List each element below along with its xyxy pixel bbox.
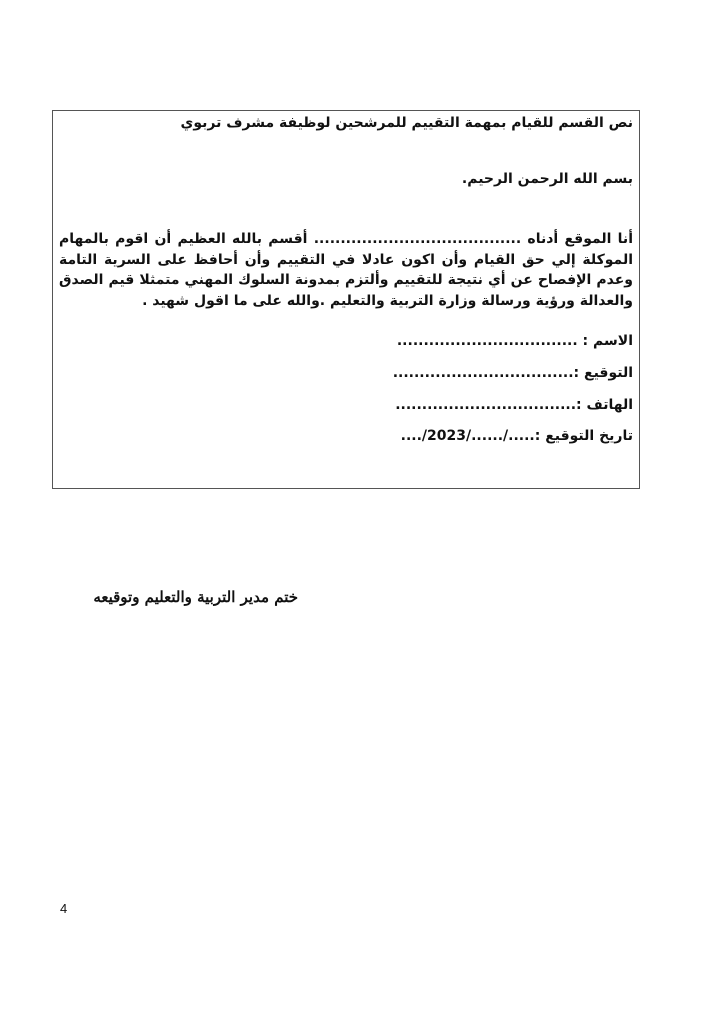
phone-field: الهاتف :..................................: [395, 397, 633, 413]
director-stamp-label: ختم مدير التربية والتعليم وتوقيعه: [93, 588, 298, 606]
oath-paragraph: أنا الموقع أدناه ....................................... أقسم بالله العظيم أن اقوم بالمهام الموكلة إلي حق القيام وأن اكون عادلا في التقييم وأن أحافظ على السرية التامة وعدم الإفصاح عن أي نتيجة للتقييم وألتزم بمدونة السلوك المهني متمثلا قيم الصدق والعدالة ورؤية ورسالة وزارة التربية والتعليم .والله على ما اقول شهيد .: [59, 231, 633, 309]
basmala-text: بسم الله الرحمن الرحيم.: [461, 171, 633, 187]
signature-date-field: تاريخ التوقيع :...../....../2023/....: [400, 428, 633, 444]
name-field: الاسم : ..................................: [396, 333, 633, 349]
oath-form-box: [52, 110, 640, 489]
page-number: 4: [60, 901, 68, 916]
signature-field: التوقيع :..................................: [392, 365, 633, 381]
form-heading: نص القسم للقيام بمهمة التقييم للمرشحين لوظيفة مشرف تربوي: [180, 115, 633, 131]
